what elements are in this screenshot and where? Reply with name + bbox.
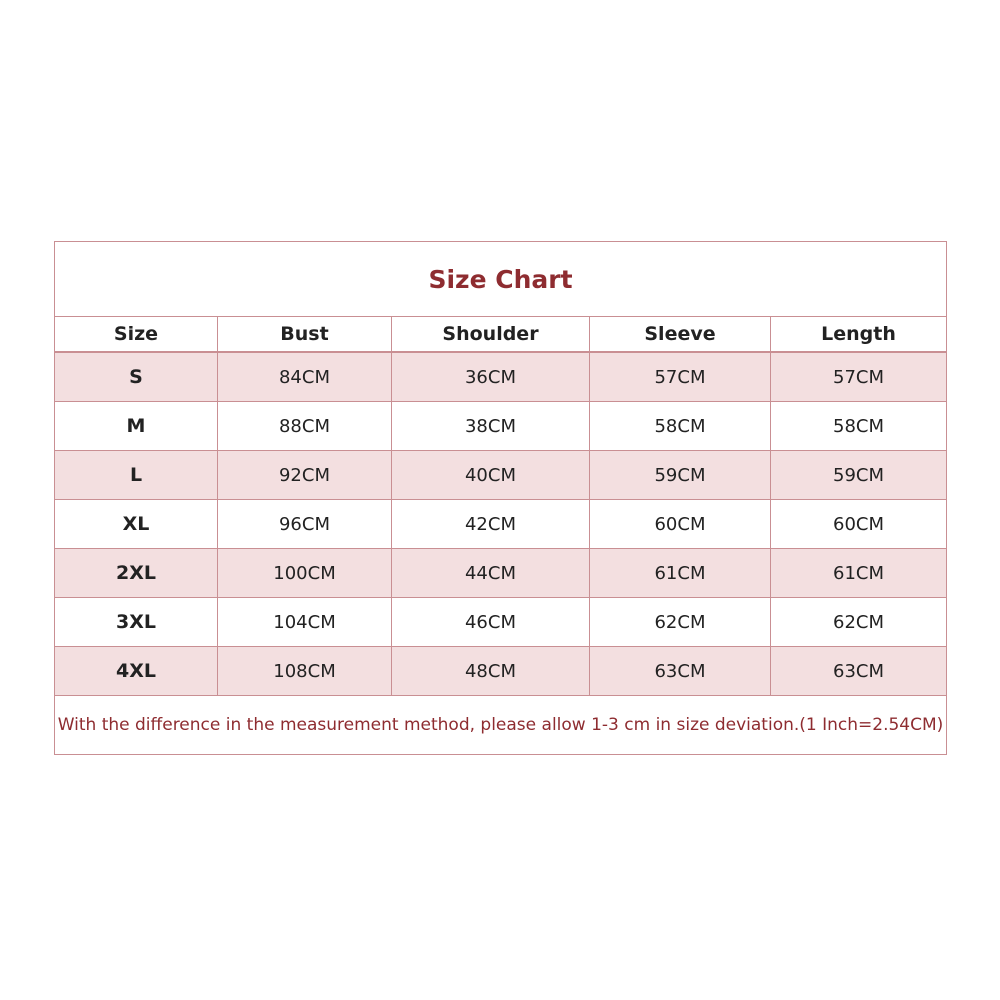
table-row [55, 402, 947, 451]
header-bust: Bust [218, 317, 392, 353]
measurement-note [55, 696, 947, 755]
size-cell: L [55, 451, 218, 500]
sleeve-cell: 62CM [590, 598, 771, 647]
header-shoulder: Shoulder [392, 317, 590, 353]
size-cell: XL [55, 500, 218, 549]
note-row [55, 696, 947, 755]
length-cell: 62CM [771, 598, 947, 647]
shoulder-cell: 44CM [392, 549, 590, 598]
table-row [55, 549, 947, 598]
bust-cell: 92CM [218, 451, 392, 500]
shoulder-cell: 40CM [392, 451, 590, 500]
size-cell: S [55, 352, 218, 402]
title-row [55, 242, 947, 317]
size-cell: 2XL [55, 549, 218, 598]
length-cell: 57CM [771, 352, 947, 402]
size-cell: M [55, 402, 218, 451]
bust-cell: 108CM [218, 647, 392, 696]
size-chart-table [54, 241, 947, 755]
length-cell: 61CM [771, 549, 947, 598]
chart-title: Size Chart [55, 242, 947, 317]
sleeve-cell: 58CM [590, 402, 771, 451]
measurement-note-text: With the difference in the measurement method, please allow 1-3 cm in size deviation.(1 Inch=2.54CM) [57, 715, 944, 735]
sleeve-cell: 60CM [590, 500, 771, 549]
table-row [55, 500, 947, 549]
sleeve-cell: 57CM [590, 352, 771, 402]
table-row [55, 352, 947, 402]
shoulder-cell: 46CM [392, 598, 590, 647]
size-cell: 4XL [55, 647, 218, 696]
length-cell: 58CM [771, 402, 947, 451]
header-sleeve: Sleeve [590, 317, 771, 353]
shoulder-cell: 42CM [392, 500, 590, 549]
sleeve-cell: 63CM [590, 647, 771, 696]
length-cell: 63CM [771, 647, 947, 696]
sleeve-cell: 59CM [590, 451, 771, 500]
length-cell: 59CM [771, 451, 947, 500]
length-cell: 60CM [771, 500, 947, 549]
sleeve-cell: 61CM [590, 549, 771, 598]
bust-cell: 104CM [218, 598, 392, 647]
bust-cell: 96CM [218, 500, 392, 549]
header-length: Length [771, 317, 947, 353]
header-row [55, 317, 947, 353]
bust-cell: 88CM [218, 402, 392, 451]
bust-cell: 100CM [218, 549, 392, 598]
table-row [55, 451, 947, 500]
header-size: Size [55, 317, 218, 353]
bust-cell: 84CM [218, 352, 392, 402]
size-cell: 3XL [55, 598, 218, 647]
shoulder-cell: 36CM [392, 352, 590, 402]
shoulder-cell: 48CM [392, 647, 590, 696]
shoulder-cell: 38CM [392, 402, 590, 451]
table-row [55, 647, 947, 696]
table-row [55, 598, 947, 647]
